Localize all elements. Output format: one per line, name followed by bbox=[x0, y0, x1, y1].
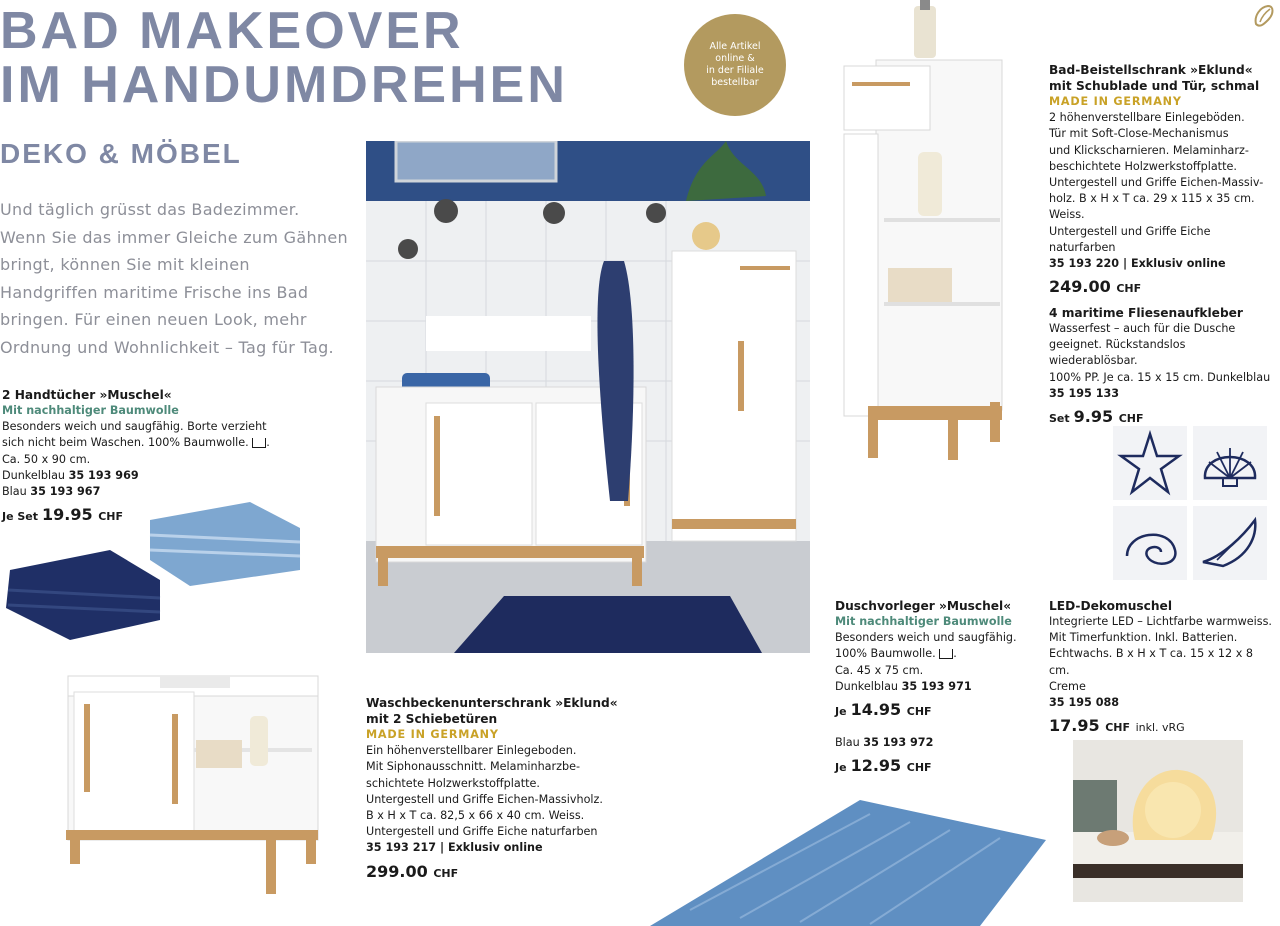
product-desc: 2 höhenverstellbare Einlegeböden. bbox=[1049, 111, 1245, 125]
product-bathmat bbox=[835, 598, 1035, 779]
price-value: 19.95 bbox=[42, 505, 93, 525]
product-desc: Echtwachs. B x H x T ca. 15 x 12 x 8 cm. bbox=[1049, 647, 1254, 677]
article-number: 35 193 972 bbox=[863, 736, 934, 750]
product-desc: und Klickscharnieren. Melaminharz- bbox=[1049, 143, 1249, 157]
availability-badge bbox=[684, 14, 786, 116]
made-in-germany-tag: MADE IN GERMANY bbox=[1049, 95, 1182, 108]
product-sink-cabinet bbox=[366, 695, 636, 885]
sticker-tiles bbox=[1113, 426, 1269, 582]
variant-row bbox=[2, 484, 292, 500]
price bbox=[2, 504, 292, 528]
title-line-2: IM HANDUMDREHEN bbox=[0, 56, 568, 114]
price-value: 249.00 bbox=[1049, 277, 1111, 297]
conch-shell-sticker-icon bbox=[1193, 506, 1267, 580]
variant-row bbox=[835, 735, 1035, 751]
product-name: LED-Dekomuschel bbox=[1049, 599, 1172, 613]
section-subtitle: DEKO & MÖBEL bbox=[0, 138, 242, 169]
side-cabinet-photo bbox=[836, 0, 1016, 462]
product-name: Bad-Beistellschrank »Eklund« bbox=[1049, 63, 1253, 77]
price-prefix: Je bbox=[835, 705, 847, 719]
product-desc: Besonders weich und saugfähig. Borte verzieht bbox=[2, 420, 267, 434]
coffee-bean-logo-icon bbox=[1252, 4, 1276, 30]
product-desc: 100% Baumwolle. . bbox=[835, 647, 957, 661]
product-desc: Mit Siphonausschnitt. Melaminharzbe- bbox=[366, 760, 581, 774]
currency: CHF bbox=[906, 705, 932, 719]
badge-line: in der Filiale bbox=[706, 65, 764, 76]
price bbox=[1049, 406, 1277, 430]
price-value: 299.00 bbox=[366, 861, 428, 881]
made-in-germany-tag: MADE IN GERMANY bbox=[366, 728, 499, 741]
bathmat-photo bbox=[650, 800, 1046, 926]
currency: CHF bbox=[1105, 721, 1130, 735]
scallop-shell-sticker-icon bbox=[1193, 426, 1267, 500]
product-stickers bbox=[1049, 305, 1277, 430]
price-prefix: Set bbox=[1049, 412, 1070, 426]
price-value: 14.95 bbox=[850, 700, 902, 720]
price bbox=[1049, 715, 1277, 739]
variant-label: Blau bbox=[2, 485, 27, 499]
article-number: 35 193 971 bbox=[901, 679, 972, 693]
product-desc: Mit Timerfunktion. Inkl. Batterien. bbox=[1049, 631, 1238, 645]
product-desc: schichtete Holzwerkstoffplatte. bbox=[366, 776, 540, 790]
price-prefix: Je bbox=[835, 761, 847, 775]
sustainability-tag: Mit nachhaltiger Baumwolle bbox=[835, 615, 1012, 628]
variant-label: Blau bbox=[835, 736, 860, 750]
product-desc: Integrierte LED – Lichtfarbe warmweiss. bbox=[1049, 615, 1272, 628]
product-desc: Untergestell und Griffe Eiche naturfarben bbox=[1049, 224, 1211, 254]
currency: CHF bbox=[1116, 282, 1142, 296]
article-number: 35 195 088 bbox=[1049, 696, 1120, 710]
product-name: Duschvorleger »Muschel« bbox=[835, 599, 1012, 613]
led-shell-photo bbox=[1073, 740, 1243, 902]
wash-care-icon bbox=[939, 649, 953, 659]
product-name: Waschbeckenunterschrank »Eklund« bbox=[366, 696, 618, 710]
product-desc: Ca. 50 x 90 cm. bbox=[2, 452, 91, 466]
product-desc: holz. B x H x T ca. 29 x 115 x 35 cm. Weiss. bbox=[1049, 192, 1255, 222]
wash-care-icon bbox=[252, 438, 266, 448]
price-prefix: Je Set bbox=[2, 510, 39, 524]
product-name: 2 Handtücher »Muschel« bbox=[2, 388, 172, 402]
product-desc: 100% PP. Je ca. 15 x 15 cm. Dunkelblau bbox=[1049, 370, 1271, 384]
price-value: 17.95 bbox=[1049, 716, 1100, 736]
snail-shell-sticker-icon bbox=[1113, 506, 1187, 580]
product-side-cabinet bbox=[1049, 62, 1277, 300]
currency: CHF bbox=[433, 866, 459, 880]
product-name: mit 2 Schiebetüren bbox=[366, 712, 498, 726]
product-desc: Wasserfest – auch für die Dusche bbox=[1049, 322, 1236, 335]
price bbox=[835, 755, 1035, 779]
product-desc-text: sich nicht beim Waschen. 100% Baumwolle. bbox=[2, 436, 249, 450]
product-led-shell bbox=[1049, 598, 1277, 739]
product-desc: Besonders weich und saugfähig. bbox=[835, 631, 1017, 645]
price-value: 12.95 bbox=[850, 756, 902, 776]
product-desc: Untergestell und Griffe Eichen-Massiv- bbox=[1049, 176, 1264, 190]
product-name: mit Schublade und Tür, schmal bbox=[1049, 79, 1260, 93]
badge-line: bestellbar bbox=[711, 77, 759, 88]
currency: CHF bbox=[98, 510, 124, 524]
product-desc: sich nicht beim Waschen. 100% Baumwolle. . bbox=[2, 436, 270, 450]
badge-line: Alle Artikel bbox=[709, 41, 761, 52]
product-name: 4 maritime Fliesenaufkleber bbox=[1049, 306, 1243, 320]
product-desc: B x H x T ca. 82,5 x 66 x 40 cm. Weiss. bbox=[366, 809, 585, 823]
product-desc: Tür mit Soft-Close-Mechanismus bbox=[1049, 127, 1229, 141]
product-desc: Ein höhenverstellbarer Einlegeboden. bbox=[366, 744, 577, 758]
price-value: 9.95 bbox=[1073, 407, 1114, 427]
variant-label: Dunkelblau bbox=[835, 679, 899, 693]
sustainability-tag: Mit nachhaltiger Baumwolle bbox=[2, 404, 179, 417]
price bbox=[1049, 276, 1277, 300]
page-title bbox=[0, 4, 568, 112]
intro-text: Und täglich grüsst das Badezimmer. Wenn Sie das immer Gleiche zum Gähnen bringt, können Sie mit kleinen Handgriffen maritime Frische ins Bad bringen. Für einen neuen Look, mehr Ordnung und Wohnlichkeit – Tag für Tag. bbox=[0, 200, 348, 357]
article-number: 35 193 969 bbox=[68, 468, 139, 482]
price bbox=[366, 861, 636, 885]
price-suffix: inkl. vRG bbox=[1135, 721, 1185, 735]
variant-row bbox=[2, 468, 292, 484]
starfish-sticker-icon bbox=[1113, 426, 1187, 500]
product-desc: Ca. 45 x 75 cm. bbox=[835, 663, 924, 677]
article-number: 35 193 220 | Exklusiv online bbox=[1049, 257, 1226, 271]
product-desc: Creme bbox=[1049, 679, 1086, 693]
currency: CHF bbox=[1118, 412, 1144, 426]
product-desc: Untergestell und Griffe Eichen-Massivholz. bbox=[366, 792, 603, 806]
title-line-1: BAD MAKEOVER bbox=[0, 2, 464, 60]
article-number: 35 195 133 bbox=[1049, 386, 1120, 400]
product-desc: Untergestell und Griffe Eiche naturfarben bbox=[366, 825, 598, 839]
article-number: 35 193 967 bbox=[30, 485, 101, 499]
bathroom-photo bbox=[366, 141, 810, 653]
price bbox=[835, 699, 1035, 723]
product-desc-text: 100% Baumwolle. bbox=[835, 647, 936, 661]
product-towels bbox=[2, 387, 292, 528]
badge-line: online & bbox=[715, 53, 755, 64]
article-number: 35 193 217 | Exklusiv online bbox=[366, 841, 543, 855]
variant-row bbox=[835, 679, 1035, 695]
product-desc: beschichtete Holzwerkstoffplatte. bbox=[1049, 159, 1237, 173]
product-desc: geeignet. Rückstandslos wiederablösbar. bbox=[1049, 338, 1186, 368]
currency: CHF bbox=[906, 761, 932, 775]
variant-label: Dunkelblau bbox=[2, 468, 66, 482]
sink-cabinet-photo bbox=[60, 670, 322, 898]
